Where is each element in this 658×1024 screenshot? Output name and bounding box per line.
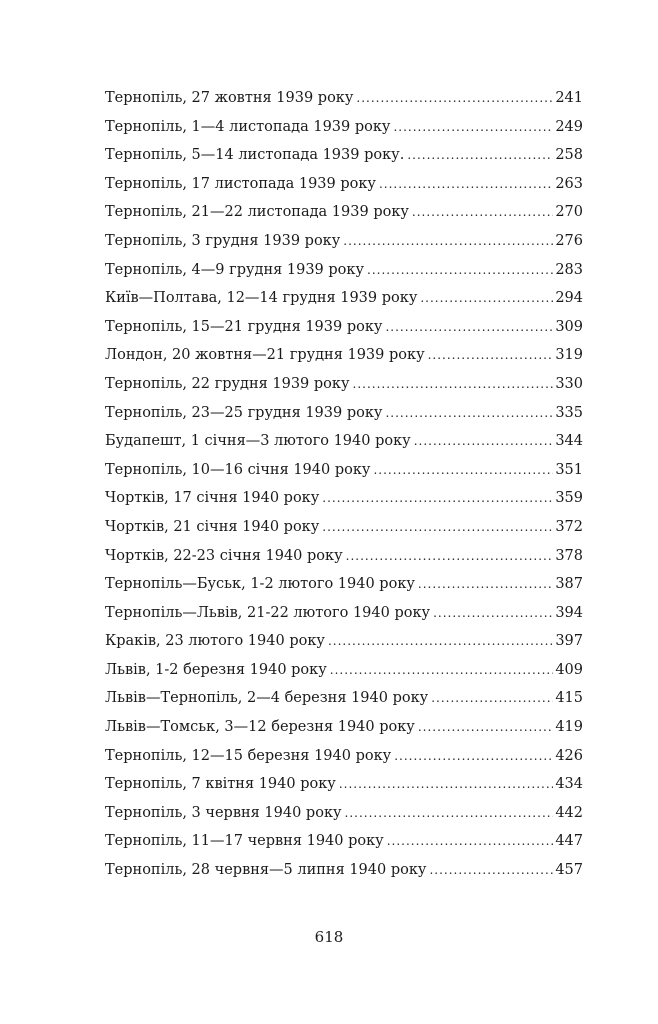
toc-entry (105, 341, 583, 370)
toc-entry-page: 241 (555, 90, 583, 106)
toc-entry (105, 799, 583, 828)
toc-entry (105, 399, 583, 428)
toc-entry (105, 827, 583, 856)
toc-entry-title: Львів, 1-2 березня 1940 року (105, 661, 327, 678)
toc-entry-title: Лондон, 20 жовтня—21 грудня 1939 року (105, 347, 425, 364)
toc-entry (105, 84, 583, 113)
toc-entry (105, 684, 583, 713)
toc-entry-page: 442 (555, 804, 583, 821)
toc-entry-page: 372 (555, 518, 583, 535)
toc-entry-title: Тернопіль, 21—22 листопада 1939 року (105, 204, 409, 221)
toc-entry (105, 227, 583, 256)
toc-entry (105, 284, 583, 313)
toc-entry-title: Чортків, 21 січня 1940 року (105, 518, 320, 535)
toc-entry-page: 330 (555, 375, 583, 392)
toc-entry-title: Тернопіль, 5—14 листопада 1939 року. (105, 147, 405, 164)
toc-entry-title: Тернопіль, 27 жовтня 1939 року (105, 90, 354, 106)
toc-entry (105, 141, 583, 170)
dot-leader (420, 284, 553, 313)
toc-entry (105, 856, 583, 885)
toc-entry-title: Тернопіль, 1—4 листопада 1939 року (105, 118, 391, 135)
dot-leader (412, 198, 553, 227)
dot-leader (367, 256, 553, 285)
toc-entry (105, 542, 583, 571)
dot-leader (322, 484, 553, 513)
toc-entry (105, 570, 583, 599)
dot-leader (418, 713, 553, 742)
toc-entry-page: 426 (555, 747, 583, 764)
toc-entry-title: Тернопіль, 28 червня—5 липня 1940 року (105, 862, 427, 879)
toc-entry-title: Львів—Тернопіль, 2—4 березня 1940 року (105, 690, 429, 707)
toc-entry (105, 770, 583, 799)
toc-entry-title: Тернопіль, 12—15 березня 1940 року (105, 747, 392, 764)
toc-entry-page: 344 (555, 433, 583, 450)
toc-entry-page: 397 (555, 633, 583, 650)
toc-entry-title: Тернопіль, 22 грудня 1939 року (105, 375, 350, 392)
toc-entry (105, 513, 583, 542)
toc-entry (105, 256, 583, 285)
toc-entry (105, 170, 583, 199)
toc-entry (105, 427, 583, 456)
dot-leader (373, 456, 553, 485)
dot-leader (356, 84, 553, 113)
toc-entry-title: Тернопіль, 3 червня 1940 року (105, 804, 342, 821)
toc-entry-title: Тернопіль, 17 листопада 1939 року (105, 175, 376, 192)
toc-entry (105, 627, 583, 656)
toc-entry (105, 742, 583, 771)
toc-entry-title: Тернопіль—Буськ, 1-2 лютого 1940 року (105, 576, 415, 593)
dot-leader (418, 570, 553, 599)
toc-entry (105, 456, 583, 485)
dot-leader (433, 599, 553, 628)
dot-leader (394, 742, 553, 771)
toc-entry-title: Тернопіль, 3 грудня 1939 року (105, 232, 341, 249)
dot-leader (387, 827, 554, 856)
toc-entry (105, 599, 583, 628)
toc-entry-page: 387 (555, 576, 583, 593)
toc-entry-title: Чортків, 17 січня 1940 року (105, 490, 320, 507)
toc-entry-page: 276 (555, 232, 583, 249)
toc-entry-page: 263 (555, 175, 583, 192)
dot-leader (353, 370, 554, 399)
toc-entry-title: Тернопіль—Львів, 21-22 лютого 1940 року (105, 604, 431, 621)
toc-entry-page: 294 (555, 290, 583, 307)
dot-leader (330, 656, 554, 685)
toc-entry-page: 447 (555, 833, 583, 850)
toc-entry-page: 409 (555, 661, 583, 678)
toc-entry-page: 309 (555, 318, 583, 335)
dot-leader (385, 399, 553, 428)
dot-leader (393, 113, 553, 142)
toc-entry-page: 415 (555, 690, 583, 707)
toc-entry-title: Тернопіль, 10—16 січня 1940 року (105, 461, 371, 478)
toc-entry-page: 351 (555, 461, 583, 478)
dot-leader (379, 170, 553, 199)
dot-leader (407, 141, 553, 170)
toc-entry-page: 335 (555, 404, 583, 421)
dot-leader (343, 227, 553, 256)
toc-entry (105, 713, 583, 742)
toc-entry-page: 419 (555, 719, 583, 736)
toc-entry-page: 249 (555, 118, 583, 135)
toc-entry (105, 370, 583, 399)
toc-entry-page: 378 (555, 547, 583, 564)
toc-entry (105, 313, 583, 342)
dot-leader (346, 542, 554, 571)
toc-entry-title: Краків, 23 лютого 1940 року (105, 633, 325, 650)
toc-entry-page: 394 (555, 604, 583, 621)
toc-entry-page: 434 (555, 776, 583, 793)
table-of-contents (105, 84, 583, 885)
toc-entry (105, 113, 583, 142)
toc-entry-page: 270 (555, 204, 583, 221)
dot-leader (322, 513, 553, 542)
dot-leader (385, 313, 553, 342)
toc-entry-page: 457 (555, 862, 583, 879)
page-number: 618 (314, 928, 344, 946)
toc-entry-page: 319 (555, 347, 583, 364)
toc-entry-title: Київ—Полтава, 12—14 грудня 1939 року (105, 290, 418, 307)
toc-entry-title: Тернопіль, 4—9 грудня 1939 року (105, 261, 364, 278)
toc-entry-title: Тернопіль, 15—21 грудня 1939 року (105, 318, 383, 335)
dot-leader (428, 341, 554, 370)
toc-entry-title: Тернопіль, 7 квітня 1940 року (105, 776, 336, 793)
dot-leader (414, 427, 554, 456)
dot-leader (429, 856, 553, 885)
toc-entry-page: 258 (555, 147, 583, 164)
toc-entry (105, 484, 583, 513)
toc-entry-title: Чортків, 22-23 січня 1940 року (105, 547, 343, 564)
toc-entry-page: 359 (555, 490, 583, 507)
toc-entry-title: Тернопіль, 11—17 червня 1940 року (105, 833, 384, 850)
toc-entry (105, 656, 583, 685)
dot-leader (431, 684, 553, 713)
toc-entry-title: Тернопіль, 23—25 грудня 1939 року (105, 404, 383, 421)
dot-leader (339, 770, 554, 799)
dot-leader (328, 627, 553, 656)
toc-entry (105, 198, 583, 227)
toc-entry-page: 283 (555, 261, 583, 278)
toc-entry-title: Львів—Томськ, 3—12 березня 1940 року (105, 719, 415, 736)
toc-entry-title: Будапешт, 1 січня—3 лютого 1940 року (105, 433, 411, 450)
dot-leader (345, 799, 554, 828)
